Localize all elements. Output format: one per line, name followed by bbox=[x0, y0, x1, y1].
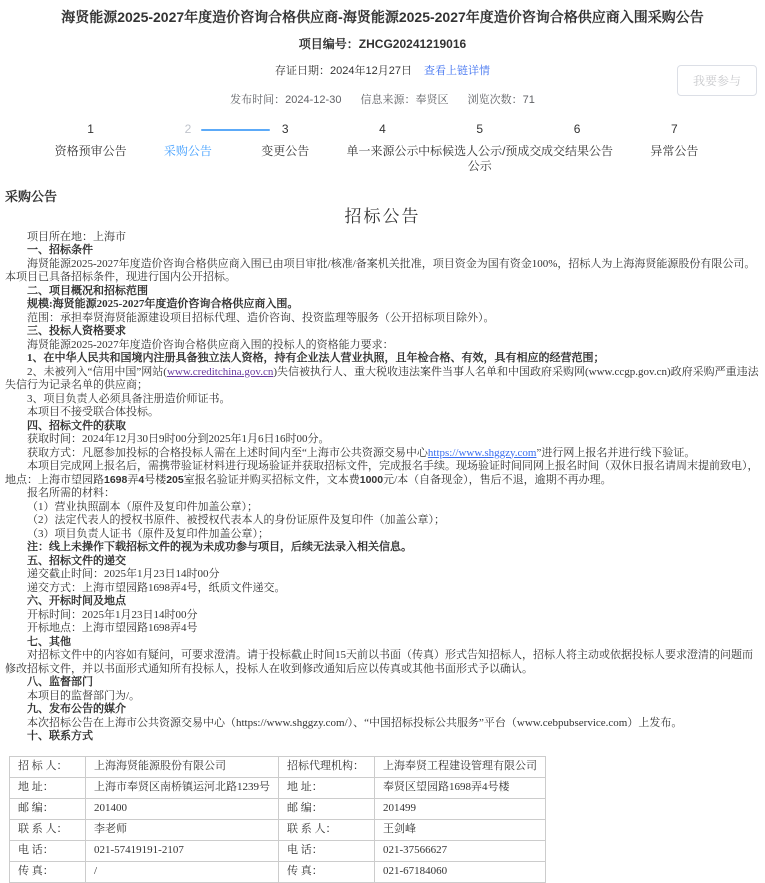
text-run: 三、投标人资格要求 bbox=[27, 325, 126, 337]
notice-paragraph bbox=[5, 366, 760, 393]
text-run: 五、招标文件的递交 bbox=[27, 554, 126, 567]
text-run: 报名所需的材料： bbox=[27, 487, 115, 499]
highlight-number: 205 bbox=[166, 473, 184, 486]
notice-heading bbox=[5, 285, 760, 299]
text-run: 海贤能源2025-2027年度造价咨询合格供应商入围的投标人的资格能力要求： bbox=[27, 338, 394, 351]
contact-label-cell: 联 系 人： bbox=[10, 819, 86, 840]
notice-paragraph bbox=[5, 406, 760, 420]
text-run: 海贤能源2025-2027年度造价咨询合格供应商入围已由项目审批/核准/备案机关批准，项目资金为国有资金100%，招标人为上海海贤能源股份有限公司。本项目已具备招标条件，现进行国内公开招标。 bbox=[5, 257, 756, 283]
notice-paragraph bbox=[5, 649, 760, 676]
section-header: 采购公告 bbox=[5, 189, 58, 204]
step-number: 2 bbox=[184, 122, 192, 136]
text-run: 七、其他 bbox=[27, 635, 71, 648]
notice-paragraph bbox=[5, 312, 760, 326]
step-number: 1 bbox=[87, 122, 94, 136]
contact-value-cell: / bbox=[86, 861, 279, 882]
contact-label-cell: 地 址： bbox=[10, 777, 86, 798]
project-number-label: 项目编号： bbox=[298, 37, 359, 51]
contact-value-cell: 021-37566627 bbox=[375, 840, 546, 861]
table-row bbox=[10, 756, 546, 777]
contact-table-body bbox=[10, 756, 546, 882]
text-run: 获取方式：凡愿参加投标的合格投标人需在上述时间内至“上海市公共资源交易中心 bbox=[27, 446, 428, 459]
step-label: 变更公告 bbox=[261, 144, 310, 158]
text-run: 递交截止时间：2025年1月23日14时00分 bbox=[27, 568, 220, 580]
notice-paragraph bbox=[5, 568, 760, 582]
contact-value-cell: 上海海贤能源股份有限公司 bbox=[86, 756, 279, 777]
text-run: 项目所在地：上海市 bbox=[27, 230, 126, 243]
notice-title: 招标公告 bbox=[344, 207, 421, 226]
contact-value-cell: 上海奉贤工程建设管理有限公司 bbox=[375, 756, 546, 777]
text-run: 注：线上未操作下载招标文件的视为未成功参与项目，后续无法录入相关信息。 bbox=[27, 541, 412, 553]
contact-label-cell: 邮 编： bbox=[279, 798, 375, 819]
chain-detail-link[interactable]: 查看上链详情 bbox=[423, 65, 490, 77]
contact-value-cell: 上海市奉贤区南桥镇运河北路1239号 bbox=[86, 777, 279, 798]
step-label: 资格预审公告 bbox=[54, 144, 127, 158]
notice-heading bbox=[5, 298, 760, 312]
contact-label-cell: 招标代理机构： bbox=[279, 756, 375, 777]
notice-paragraph bbox=[5, 258, 760, 285]
highlight-number: 1000 bbox=[359, 473, 384, 486]
text-run: 九、发布公告的媒介 bbox=[27, 703, 126, 715]
table-row bbox=[10, 819, 546, 840]
publish-info-row bbox=[0, 91, 765, 107]
notice-heading bbox=[5, 352, 760, 366]
contact-value-cell: 奉贤区望园路1698弄4号楼 bbox=[375, 777, 546, 798]
step-label: 中标候选人公示/预成交公示 bbox=[418, 144, 542, 173]
cert-date-label: 存证日期： bbox=[275, 65, 331, 77]
page-title: 海贤能源2025-2027年度造价咨询合格供应商-海贤能源2025-2027年度造价咨询合格供应商入围采购公告 bbox=[61, 9, 704, 25]
contact-value-cell: 021-57419191-2107 bbox=[86, 840, 279, 861]
text-run: （3）项目负责人证书（原件及复印件加盖公章）； bbox=[27, 527, 269, 540]
contact-label-cell: 邮 编： bbox=[10, 798, 86, 819]
step-item-7[interactable] bbox=[626, 122, 723, 174]
text-run: 六、开标时间及地点 bbox=[27, 595, 126, 607]
notice-paragraph bbox=[5, 339, 760, 353]
step-number: 4 bbox=[379, 122, 386, 136]
step-nav bbox=[42, 122, 723, 174]
contact-label-cell: 电 话： bbox=[10, 840, 86, 861]
notice-paragraph bbox=[5, 514, 760, 528]
publish-time: 发布时间：2024-12-30 bbox=[230, 94, 342, 106]
text-run: 本项目的监督部门为/。 bbox=[27, 689, 141, 702]
table-row bbox=[10, 798, 546, 819]
notice-paragraph bbox=[5, 690, 760, 704]
text-run: 一、招标条件 bbox=[27, 244, 93, 256]
notice-paragraph bbox=[5, 393, 760, 407]
contact-value-cell: 021-67184060 bbox=[375, 861, 546, 882]
text-run: 范围：承担奉贤海贤能源建设项目招标代理、造价咨询、投资监理等服务（公开招标项目除外）。 bbox=[27, 311, 495, 324]
notice-heading bbox=[5, 541, 760, 555]
text-run: 十、联系方式 bbox=[27, 730, 93, 742]
highlight-number: 1698 bbox=[104, 473, 128, 486]
notice-heading bbox=[5, 325, 760, 339]
text-run: 弄 bbox=[127, 473, 139, 486]
creditchina-link[interactable]: www.creditchina.gov.cn bbox=[166, 365, 274, 378]
cert-date-row bbox=[0, 62, 765, 78]
shggzy-link[interactable]: https://www.shggzy.com bbox=[427, 446, 537, 459]
project-number-value: ZHCG20241219016 bbox=[358, 37, 467, 51]
step-label: 采购公告 bbox=[163, 144, 212, 158]
notice-heading bbox=[5, 244, 760, 258]
highlight-number: 4 bbox=[138, 473, 145, 486]
notice-paragraph bbox=[5, 717, 760, 731]
contact-table bbox=[9, 756, 546, 883]
notice-paragraph bbox=[5, 609, 760, 623]
notice-paragraph bbox=[5, 528, 760, 542]
text-run: 开标时间：2025年1月23日14时00分 bbox=[27, 608, 198, 621]
text-run: 元/本（自备现金），售后不退，逾期不再办理。 bbox=[383, 473, 612, 486]
contact-label-cell: 传 真： bbox=[279, 861, 375, 882]
text-run: 1、在中华人民共和国境内注册具备独立法人资格，持有企业法人营业执照，且年检合格、有效，具有相应的经营范围； bbox=[27, 352, 605, 364]
step-label: 异常公告 bbox=[650, 144, 699, 158]
text-run: 开标地点：上海市望园路1698弄4号 bbox=[27, 622, 198, 634]
notice-heading bbox=[5, 636, 760, 650]
view-count: 浏览次数：71 bbox=[467, 94, 535, 106]
step-number: 3 bbox=[281, 122, 289, 136]
notice-heading bbox=[5, 420, 760, 434]
notice-body bbox=[5, 231, 760, 744]
contact-label-cell: 招 标 人： bbox=[10, 756, 86, 777]
text-run: 递交方式：上海市望园路1698弄4号，纸质文件递交。 bbox=[27, 581, 286, 594]
notice-document bbox=[0, 207, 765, 883]
contact-value-cell: 李老师 bbox=[86, 819, 279, 840]
notice-paragraph bbox=[5, 622, 760, 636]
project-number bbox=[0, 35, 765, 52]
text-run: 3、项目负责人必须具备注册造价师证书。 bbox=[27, 392, 231, 405]
contact-value-cell: 王剑峰 bbox=[375, 819, 546, 840]
text-run: 四、招标文件的获取 bbox=[27, 419, 126, 432]
step-number: 7 bbox=[670, 122, 678, 136]
text-run: 二、项目概况和招标范围 bbox=[27, 284, 148, 297]
step-number: 5 bbox=[476, 122, 484, 136]
notice-heading bbox=[5, 730, 760, 744]
text-run: 号楼 bbox=[144, 473, 167, 486]
notice-paragraph bbox=[5, 433, 760, 447]
notice-paragraph bbox=[5, 447, 760, 461]
text-run: 室报名验证并购买招标文件，文本费 bbox=[183, 473, 360, 486]
contact-label-cell: 联 系 人： bbox=[279, 819, 375, 840]
table-row bbox=[10, 777, 546, 798]
notice-paragraph bbox=[5, 460, 760, 487]
text-run: 本项目完成网上报名后，需携带验证材料进行现场验证并获取招标文件，完成报名手续。现场验证时间同网上报名时间（双休日报名请周末提前致电），地点：上海市望园路 bbox=[5, 460, 759, 486]
notice-heading bbox=[5, 555, 760, 569]
page-header bbox=[0, 8, 765, 107]
notice-paragraph bbox=[5, 231, 760, 245]
text-run: （1）营业执照副本（原件及复印件加盖公章）； bbox=[27, 500, 258, 513]
notice-heading bbox=[5, 703, 760, 717]
table-row bbox=[10, 840, 546, 861]
text-run: 规模:海贤能源2025-2027年度造价咨询合格供应商入围。 bbox=[27, 298, 299, 310]
text-run: 本次招标公告在上海市公共资源交易中心（https://www.shggzy.com/）、“中国招标投标公共服务”平台（www.cebpubservice.com）上发布。 bbox=[27, 716, 683, 729]
text-run: 获取时间：2024年12月30日9时00分到2025年1月6日16时00分。 bbox=[27, 433, 330, 445]
text-run: 对招标文件中的内容如有疑问，可要求澄清。请于投标截止时间15天前以书面（传真）形式告知招标人，招标人将主动或依据投标人要求澄清的问题而修改招标文件，并以书面形式通知所有投标人，投标人在收到修改通知后应以传真或其他书面形式予以确认。 bbox=[5, 649, 753, 675]
notice-paragraph bbox=[5, 501, 760, 515]
info-source: 信息来源：奉贤区 bbox=[360, 94, 449, 106]
contact-label-cell: 传 真： bbox=[10, 861, 86, 882]
notice-paragraph bbox=[5, 582, 760, 596]
notice-paragraph bbox=[5, 487, 760, 501]
notice-heading bbox=[5, 676, 760, 690]
text-run: )失信被执行人、重大税收违法案件当事人名单和中国政府采购网(www.ccgp.gov.cn)政府采购严重违法失信行为记录名单的供应商； bbox=[5, 365, 759, 391]
join-button[interactable]: 我要参与 bbox=[677, 65, 757, 96]
text-run: ”进行网上报名并进行线下验证。 bbox=[536, 446, 696, 459]
step-number: 6 bbox=[573, 122, 581, 136]
notice-heading bbox=[5, 595, 760, 609]
step-label: 成交结果公告 bbox=[541, 144, 614, 158]
contact-value-cell: 201499 bbox=[375, 798, 546, 819]
text-run: （2）法定代表人的授权书原件、被授权代表本人的身份证原件及复印件（加盖公章）； bbox=[27, 514, 445, 526]
step-label: 单一来源公示 bbox=[346, 144, 419, 158]
contact-label-cell: 电 话： bbox=[279, 840, 375, 861]
text-run: 本项目不接受联合体投标。 bbox=[27, 406, 159, 418]
text-run: 2、未被列入“信用中国”网站( bbox=[27, 365, 167, 378]
contact-label-cell: 地 址： bbox=[279, 777, 375, 798]
contact-value-cell: 201400 bbox=[86, 798, 279, 819]
cert-date-value: 2024年12月27日 bbox=[330, 65, 412, 77]
table-row bbox=[10, 861, 546, 882]
text-run: 八、监督部门 bbox=[27, 676, 93, 688]
